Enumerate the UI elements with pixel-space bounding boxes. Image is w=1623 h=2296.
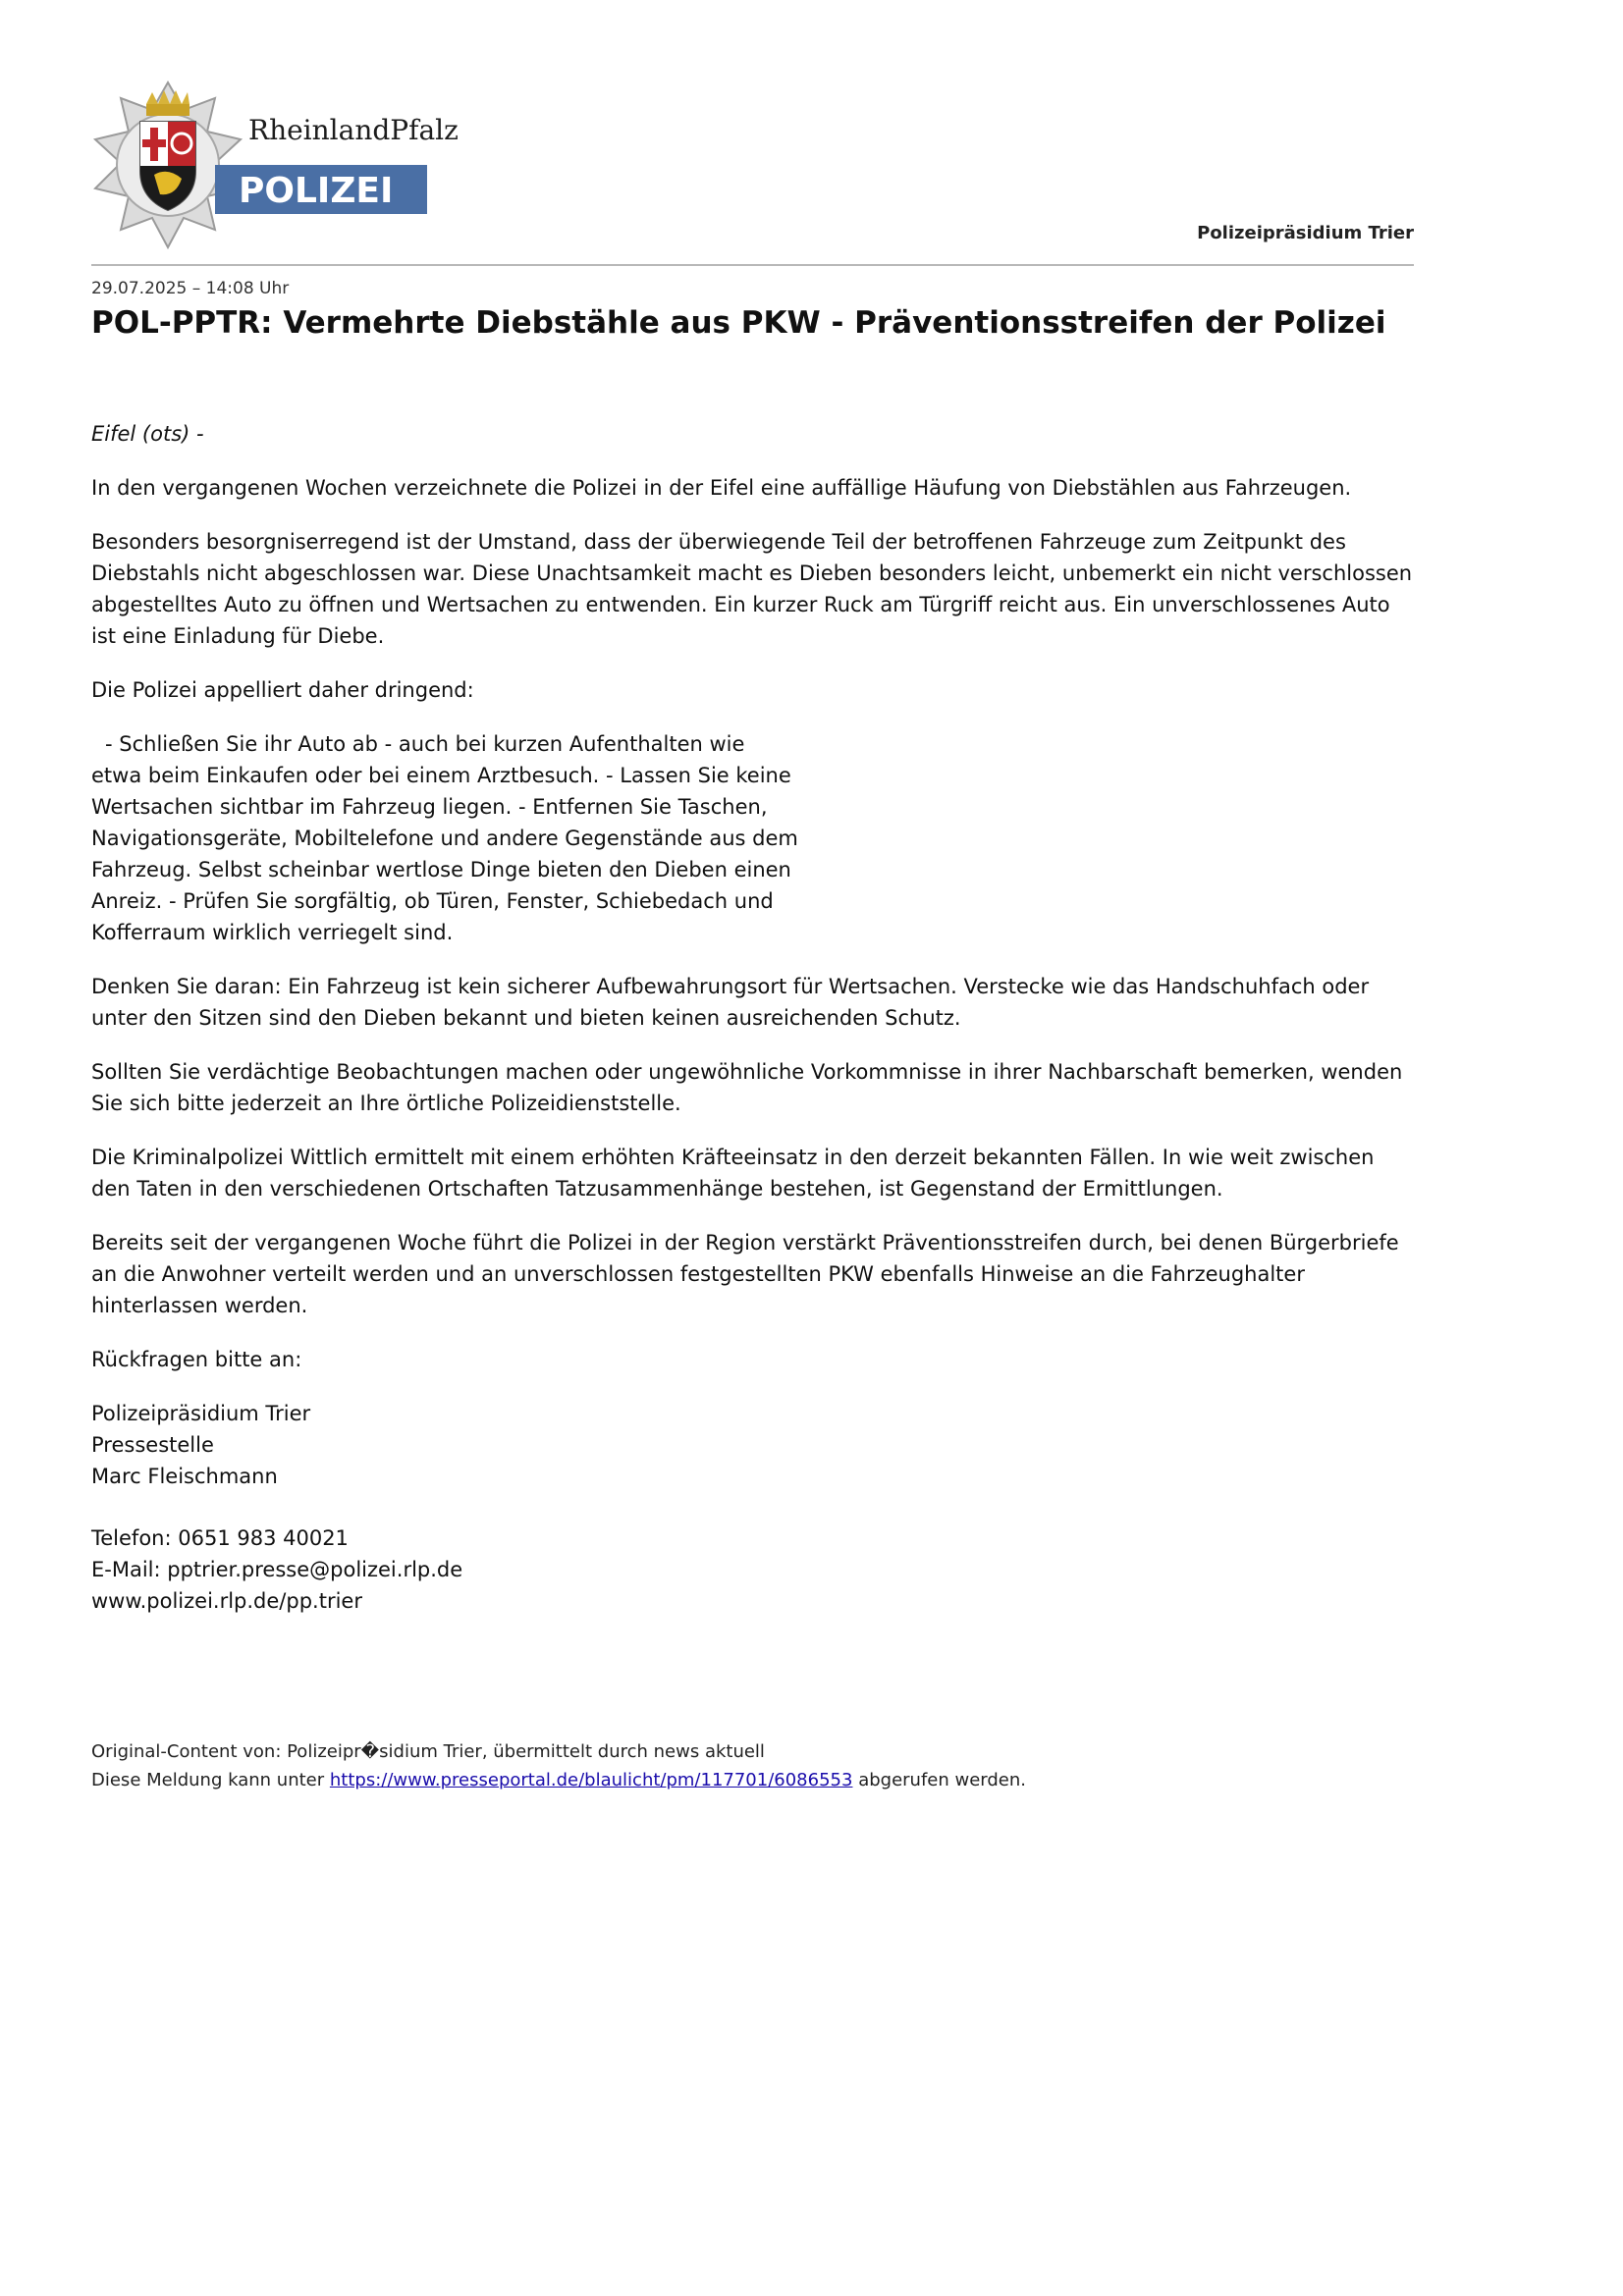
source-link-prefix: Diese Meldung kann unter	[91, 1770, 325, 1790]
logo-wordmark-top: RheinlandPfalz	[248, 114, 459, 146]
contact-heading: Rückfragen bitte an:	[91, 1348, 302, 1371]
publication-date: 29.07.2025 – 14:08 Uhr	[91, 279, 290, 298]
contact-spacer	[91, 1492, 1414, 1522]
contact-person: Marc Fleischmann	[91, 1465, 278, 1488]
rlp-police-emblem-icon	[91, 80, 459, 249]
contact-website: www.polizei.rlp.de/pp.trier	[91, 1589, 362, 1613]
agency-name: Polizeipräsidium Trier	[1197, 223, 1414, 243]
article-paragraph: Die Kriminalpolizei Wittlich ermittelt mit einem erhöhten Kräfteeinsatz in den derzeit bekannten Fällen. In wie weit zwischen den Taten in den verschiedenen Ortschaften Tatzusammenhänge bestehen, ist Gegenstand der Ermittlungen.	[91, 1146, 1375, 1201]
header-divider	[91, 264, 1414, 266]
source-link-line	[91, 1766, 1414, 1794]
article-lead: Eifel (ots) -	[91, 422, 204, 446]
police-logo	[91, 80, 459, 249]
logo-wordmark-bottom: POLIZEI	[239, 171, 394, 211]
source-footer	[91, 1737, 1414, 1794]
article-paragraph: Die Polizei appelliert daher dringend:	[91, 678, 474, 702]
contact-email: E-Mail: pptrier.presse@polizei.rlp.de	[91, 1558, 463, 1581]
article-paragraph: Sollten Sie verdächtige Beobachtungen machen oder ungewöhnliche Vorkommnisse in ihrer Nachbarschaft bemerken, wenden Sie sich bitte jederzeit an Ihre örtliche Polizeidienststelle.	[91, 1060, 1403, 1115]
article-title: POL-PPTR: Vermehrte Diebstähle aus PKW - Präventionsstreifen der Polizei	[91, 305, 1386, 341]
article-paragraph: Besonders besorgniserregend ist der Umstand, dass der überwiegende Teil der betroffenen Fahrzeuge zum Zeitpunkt des Diebstahls nicht abgeschlossen war. Diese Unachtsamkeit macht es Dieben besonders leicht, unbemerkt ein nicht verschlossen abgestelltes Auto zu öffnen und Wertsachen zu entwenden. Ein kurzer Ruck am Türgriff reicht aus. Ein unverschlossenes Auto ist eine Einladung für Diebe.	[91, 530, 1413, 648]
article-paragraph: Denken Sie daran: Ein Fahrzeug ist kein sicherer Aufbewahrungsort für Wertsachen. Verstecke wie das Handschuhfach oder unter den Sitzen sind den Dieben bekannt und bieten keinen ausreichenden Schutz.	[91, 975, 1370, 1030]
presseportal-link[interactable]: https://www.presseportal.de/blaulicht/pm/117701/6086553	[329, 1770, 853, 1790]
article-paragraph: In den vergangenen Wochen verzeichnete die Polizei in der Eifel eine auffällige Häufung von Diebstählen aus Fahrzeugen.	[91, 476, 1352, 500]
original-content-note: Original-Content von: Polizeipr�sidium Trier, übermittelt durch news aktuell	[91, 1741, 765, 1762]
article-body	[91, 418, 1414, 1617]
contact-org: Polizeipräsidium Trier	[91, 1402, 311, 1425]
contact-phone: Telefon: 0651 983 40021	[91, 1526, 349, 1550]
article-paragraph: Bereits seit der vergangenen Woche führt die Polizei in der Region verstärkt Präventionsstreifen durch, bei denen Bürgerbriefe an die Anwohner verteilt werden und an unverschlossen festgestellten PKW ebenfalls Hinweise an die Fahrzeughalter hinterlassen werden.	[91, 1231, 1399, 1317]
advice-list: - Schließen Sie ihr Auto ab - auch bei kurzen Aufenthalten wie etwa beim Einkaufen oder bei einem Arztbesuch. - Lassen Sie keine Wertsachen sichtbar im Fahrzeug liegen. - Entfernen Sie Taschen, Navigationsgeräte, Mobiltelefone und andere Gegenstände aus dem Fahrzeug. Selbst scheinbar wertlose Dinge bieten den Dieben einen Anreiz. - Prüfen Sie sorgfältig, ob Türen, Fenster, Schiebedach und Kofferraum wirklich verriegelt sind.	[91, 732, 798, 944]
source-link-suffix: abgerufen werden.	[858, 1770, 1027, 1790]
contact-dept: Pressestelle	[91, 1433, 214, 1457]
